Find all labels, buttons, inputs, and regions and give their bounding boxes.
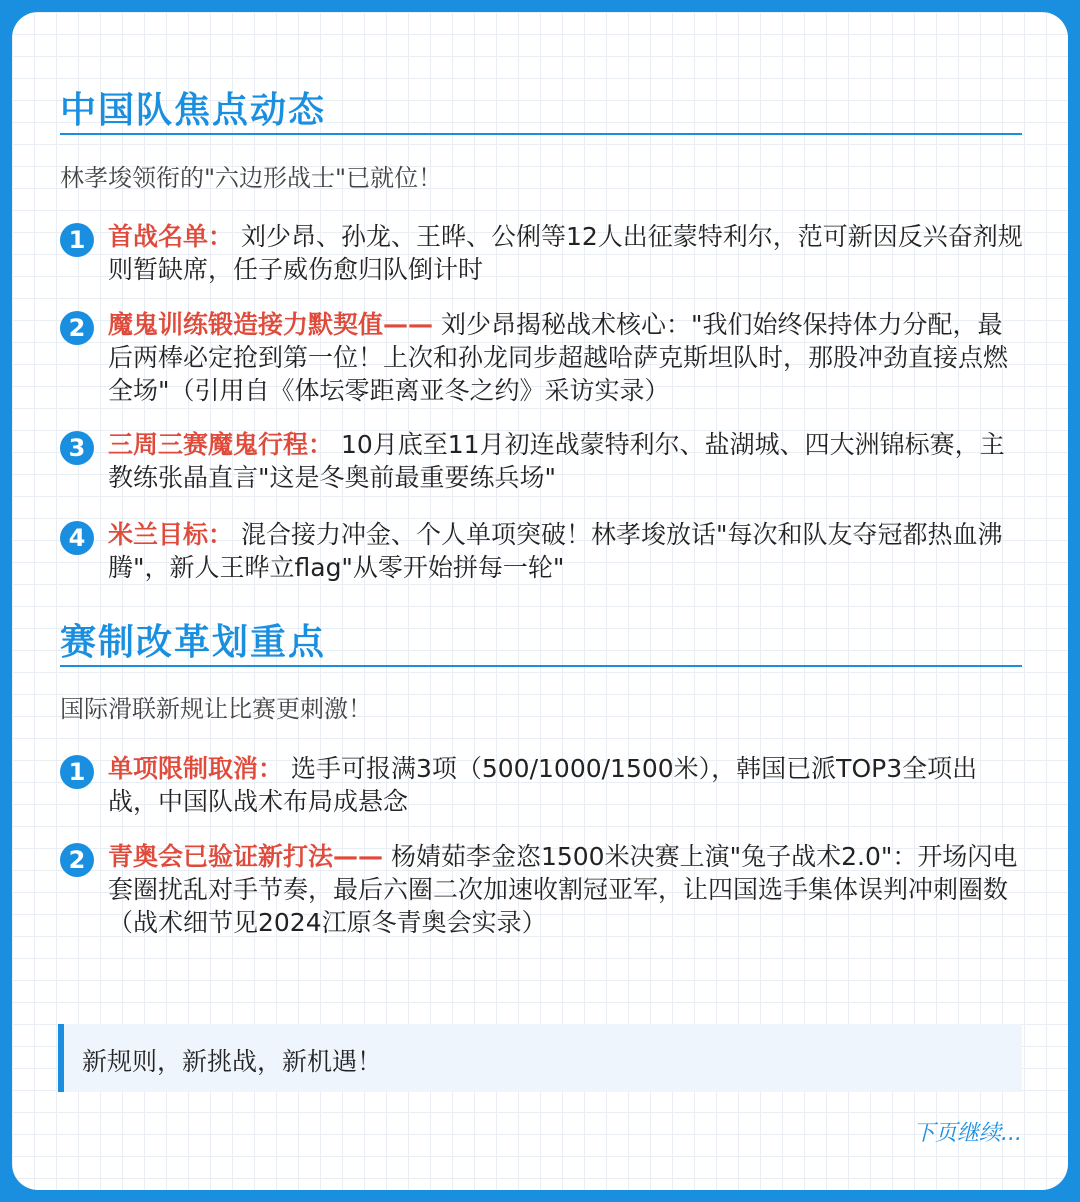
list-item [60, 308, 1024, 407]
section-title-rule-reform: 赛制改革划重点 [60, 622, 327, 663]
item-label: 三周三赛魔鬼行程： [108, 430, 334, 459]
section-intro: 国际滑联新规让比赛更刺激！ [60, 695, 372, 723]
item-label: 青奥会已验证新打法—— [108, 842, 384, 871]
number-badge: 4 [60, 521, 94, 555]
item-label: 魔鬼训练锻造接力默契值—— [108, 310, 434, 339]
list-item [60, 428, 1024, 494]
number-badge: 2 [60, 843, 94, 877]
number-badge: 2 [60, 311, 94, 345]
item-text: 选手可报满3项（500/1000/1500米），韩国已派TOP3全项出战，中国队战术布局成悬念 [108, 754, 978, 816]
item-text: 10月底至11月初连战蒙特利尔、盐湖城、四大洲锦标赛，主教练张晶直言"这是冬奥前最重要练兵场" [108, 430, 1005, 492]
quote-box [58, 1024, 1022, 1092]
section-divider [60, 133, 1022, 135]
list-item [60, 220, 1024, 286]
section-divider [60, 665, 1022, 667]
content-card [12, 12, 1068, 1190]
next-page-link[interactable]: 下页继续... [913, 1121, 1022, 1146]
item-label: 首战名单： [108, 222, 234, 251]
number-badge: 1 [60, 755, 94, 789]
list-item [60, 518, 1024, 584]
item-text: 刘少昂揭秘战术核心："我们始终保持体力分配，最后两棒必定抢到第一位！上次和孙龙同步超越哈萨克斯坦队时，那股冲劲直接点燃全场"（引用自《体坛零距离亚冬之约》采访实录） [108, 310, 1009, 405]
number-badge: 3 [60, 431, 94, 465]
list-item [60, 840, 1024, 939]
item-text: 杨婧茹李金恣1500米决赛上演"兔子战术2.0"：开场闪电套圈扰乱对手节奏，最后六圈二次加速收割冠亚军，让四国选手集体误判冲刺圈数（战术细节见2024江原冬青奥会实录） [108, 842, 1018, 937]
list-item [60, 752, 1024, 818]
item-label: 米兰目标： [108, 520, 234, 549]
item-label: 单项限制取消： [108, 754, 284, 783]
number-badge: 1 [60, 223, 94, 257]
section-intro: 林孝埈领衔的"六边形战士"已就位！ [60, 164, 443, 192]
item-text: 混合接力冲金、个人单项突破！林孝埈放话"每次和队友夺冠都热血沸腾"，新人王晔立flag"从零开始拼每一轮" [108, 520, 1003, 582]
section-title-china-team: 中国队焦点动态 [60, 90, 327, 131]
quote-text: 新规则，新挑战，新机遇！ [82, 1047, 383, 1076]
item-text: 刘少昂、孙龙、王晔、公俐等12人出征蒙特利尔，范可新因反兴奋剂规则暂缺席，任子威伤愈归队倒计时 [108, 222, 1023, 284]
